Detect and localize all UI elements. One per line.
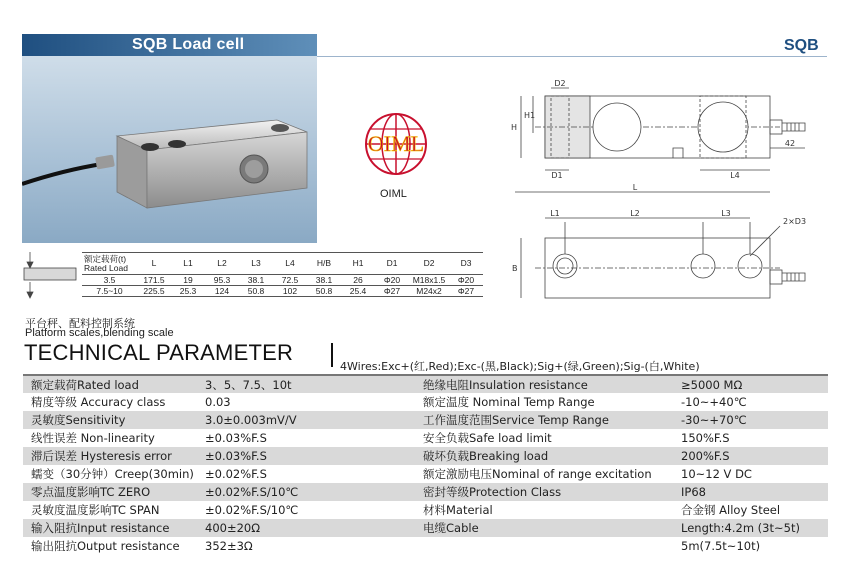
dimensions-row (82, 286, 483, 297)
table-cell: 225.5 (137, 286, 171, 297)
parameter-row (23, 375, 828, 393)
table-cell: 38.1 (307, 275, 341, 286)
table-cell: 26 (341, 275, 375, 286)
parameter-label: 材料Material (415, 501, 677, 519)
parameter-value: ±0.03%F.S (201, 429, 415, 447)
technical-parameters-table (23, 374, 828, 555)
parameter-value: ±0.03%F.S (201, 447, 415, 465)
parameter-value: ≥5000 MΩ (677, 375, 828, 393)
table-cell: M24x2 (409, 286, 449, 297)
dim-d3: 2×D3 (783, 217, 807, 226)
product-code: SQB (784, 37, 819, 54)
table-cell: Φ27 (449, 286, 483, 297)
dim-h1: H1 (524, 111, 536, 120)
parameter-label: 输出阻抗Output resistance (23, 537, 201, 555)
parameter-value: 400±20Ω (201, 519, 415, 537)
parameter-value: 10~12 V DC (677, 465, 828, 483)
parameter-value: 3.0±0.003mV/V (201, 411, 415, 429)
header-bar (22, 34, 317, 56)
dim-header-d3: D3 (449, 253, 483, 275)
section-title: TECHNICAL PARAMETER (24, 340, 294, 365)
parameter-label: 额定温度 Nominal Temp Range (415, 393, 677, 411)
parameter-row (23, 393, 828, 411)
dimensions-header-row (82, 253, 483, 275)
dim-42: 42 (784, 139, 796, 148)
parameter-label: 额定载荷Rated load (23, 375, 201, 393)
product-photo (22, 56, 317, 243)
parameter-label: 精度等级 Accuracy class (23, 393, 201, 411)
dim-l1: L1 (550, 209, 560, 218)
parameter-label: 灵敏度温度影响TC SPAN (23, 501, 201, 519)
parameter-value: ±0.02%F.S/10℃ (201, 501, 415, 519)
parameter-label: 安全负载Safe load limit (415, 429, 677, 447)
dim-header-l3: L3 (239, 253, 273, 275)
table-cell: 50.8 (307, 286, 341, 297)
parameter-row (23, 537, 828, 555)
dim-header-h1: H1 (341, 253, 375, 275)
parameter-label: 蠕变（30分钟）Creep(30min) (23, 465, 201, 483)
table-cell: 25.4 (341, 286, 375, 297)
parameter-value: -30~+70℃ (677, 411, 828, 429)
parameter-label: 破坏负载Breaking load (415, 447, 677, 465)
parameter-label: 灵敏度Sensitivity (23, 411, 201, 429)
parameter-value: 0.03 (201, 393, 415, 411)
parameter-label: 工作温度范围Service Temp Range (415, 411, 677, 429)
table-cell: 3.5 (82, 275, 137, 286)
parameter-label (415, 537, 677, 555)
dim-b: B (512, 264, 518, 273)
table-cell: Φ27 (375, 286, 409, 297)
parameter-label: 绝缘电阻Insulation resistance (415, 375, 677, 393)
application-en: Platform scales,blending scale (25, 327, 174, 339)
dim-l4: L4 (730, 171, 740, 180)
dim-header-l2: L2 (205, 253, 239, 275)
parameter-label: 线性误差 Non-linearity (23, 429, 201, 447)
table-cell: 72.5 (273, 275, 307, 286)
mounting-sketch (20, 248, 80, 300)
dim-d1: D1 (551, 171, 563, 180)
parameter-row (23, 483, 828, 501)
dim-header-l4: L4 (273, 253, 307, 275)
parameter-value: 5m(7.5t~10t) (677, 537, 828, 555)
oiml-label: OIML (380, 188, 407, 200)
parameter-row (23, 429, 828, 447)
parameter-row (23, 519, 828, 537)
oiml-ring-text: OIML (367, 131, 425, 156)
table-cell: 171.5 (137, 275, 171, 286)
table-cell: 7.5~10 (82, 286, 137, 297)
dim-l3: L3 (721, 209, 731, 218)
parameter-value: 352±3Ω (201, 537, 415, 555)
dim-h: H (511, 123, 518, 132)
parameter-label: 密封等级Protection Class (415, 483, 677, 501)
dim-header-d2: D2 (409, 253, 449, 275)
dim-l: L (632, 183, 638, 192)
parameter-row (23, 411, 828, 429)
table-cell: 124 (205, 286, 239, 297)
side-view-drawing (505, 78, 835, 198)
dim-header-d1: D1 (375, 253, 409, 275)
table-cell: 25.3 (171, 286, 205, 297)
application-cn: 平台秤、配料控制系统 (25, 317, 135, 330)
dim-header-l: L (137, 253, 171, 275)
load-cell-illustration (22, 56, 317, 243)
wiring-info: 4Wires:Exc+(红,Red);Exc-(黑,Black);Sig+(绿,Green);Sig-(白,White) (340, 360, 700, 373)
table-cell: 102 (273, 286, 307, 297)
parameter-label: 额定激励电压Nominal of range excitation (415, 465, 677, 483)
parameter-row (23, 447, 828, 465)
table-cell: Φ20 (449, 275, 483, 286)
header-divider (317, 56, 827, 57)
parameter-value: -10~+40℃ (677, 393, 828, 411)
header-cell: 额定载荷(t) Rated Load (84, 253, 128, 273)
dimensions-row (82, 275, 483, 286)
table-cell: 38.1 (239, 275, 273, 286)
top-view-drawing (505, 208, 835, 303)
dimensions-table (82, 252, 483, 297)
parameter-label: 零点温度影响TC ZERO (23, 483, 201, 501)
dim-header-l1: L1 (171, 253, 205, 275)
parameter-value: ±0.02%F.S (201, 465, 415, 483)
table-cell: Φ20 (375, 275, 409, 286)
parameter-value: ±0.02%F.S/10℃ (201, 483, 415, 501)
dim-l2: L2 (630, 209, 640, 218)
dim-d2: D2 (554, 79, 566, 88)
table-cell: 19 (171, 275, 205, 286)
parameter-value: 200%F.S (677, 447, 828, 465)
parameter-value: IP68 (677, 483, 828, 501)
parameter-value: 3、5、7.5、10t (201, 375, 415, 393)
parameter-value: 150%F.S (677, 429, 828, 447)
table-cell: 95.3 (205, 275, 239, 286)
title-separator (331, 343, 333, 367)
parameter-value: Length:4.2m (3t~5t) (677, 519, 828, 537)
dim-header-hb: H/B (307, 253, 341, 275)
parameter-row (23, 501, 828, 519)
product-title: SQB Load cell (132, 36, 245, 53)
parameter-row (23, 465, 828, 483)
table-cell: M18x1.5 (409, 275, 449, 286)
table-cell: 50.8 (239, 286, 273, 297)
parameter-label: 输入阻抗Input resistance (23, 519, 201, 537)
dim-header-rated-load (82, 253, 137, 275)
parameter-label: 滞后误差 Hysteresis error (23, 447, 201, 465)
parameter-value: 合金钢 Alloy Steel (677, 501, 828, 519)
parameter-label: 电缆Cable (415, 519, 677, 537)
